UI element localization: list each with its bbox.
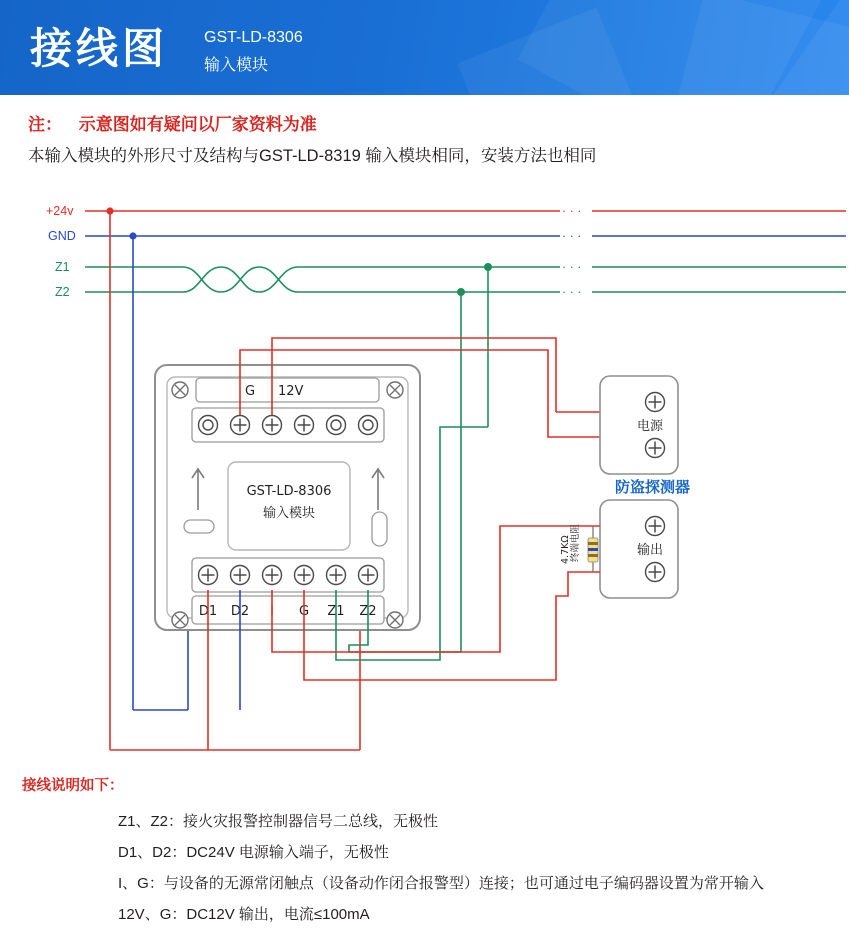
resistor-label: 终端电阻 — [570, 523, 581, 562]
wiring-diagram — [0, 190, 849, 770]
terminal-label-i: I — [270, 604, 274, 619]
svg-text:· · ·: · · · — [562, 260, 582, 274]
detector-output-terminal-2 — [646, 563, 665, 582]
legend-item-0: Z1、Z2：接火灾报警控制器信号二总线，无极性 — [118, 813, 439, 830]
module-screw-bottom-left — [172, 612, 188, 628]
header-product-type: 输入模块 — [204, 57, 269, 74]
resistor-value: 4.7KΩ — [560, 535, 571, 564]
svg-text:· · ·: · · · — [562, 229, 582, 243]
legend-item-2: I、G：与设备的无源常闭触点（设备动作闭合报警型）连接；也可通过电子编码器设置为常开输入 — [118, 875, 764, 892]
detector-output-terminal-1 — [646, 517, 665, 536]
module-name-line1: GST-LD-8306 — [246, 484, 332, 499]
legend-list — [118, 806, 838, 930]
svg-text:· · ·: · · · — [562, 204, 582, 218]
terminal-label-g: G — [298, 604, 310, 619]
detector-power-terminal-1 — [646, 393, 665, 412]
module-screw-top-left — [172, 382, 188, 398]
svg-text:· · ·: · · · — [562, 285, 582, 299]
detector-output-label: 输出 — [637, 543, 664, 558]
bus-label-24v: +24v — [46, 204, 74, 218]
terminal-label-z2: Z2 — [359, 604, 377, 619]
module-slot-right — [372, 512, 387, 546]
compatibility-note: 本输入模块的外形尺寸及结构与GST-LD-8319 输入模块相同，安装方法也相同 — [28, 147, 597, 165]
module-slot-left — [184, 520, 214, 533]
warning-note-text: 示意图如有疑问以厂家资料为准 — [78, 115, 317, 134]
legend-title: 接线说明如下： — [22, 778, 124, 794]
bus-label-z1: Z1 — [55, 260, 70, 274]
terminal-label-d1: D1 — [198, 604, 218, 619]
module-top-label-12v: 12V — [278, 384, 304, 399]
header-model: GST-LD-8306 — [204, 29, 303, 46]
warning-note-lead: 注： — [28, 115, 62, 134]
bus-label-gnd: GND — [48, 229, 76, 243]
terminal-label-z1: Z1 — [327, 604, 345, 619]
page-title: 接线图 — [30, 24, 169, 73]
header-subtitle-block — [204, 24, 303, 80]
detector-title-label: 防盗探测器 — [615, 478, 691, 496]
legend-item-3: 12V、G：DC12V 输出，电流≤100mA — [118, 906, 370, 923]
warning-note — [28, 110, 317, 135]
terminal-label-d2: D2 — [230, 604, 250, 619]
header-banner — [0, 0, 849, 95]
module-screw-top-right — [387, 382, 403, 398]
module-screw-bottom-right — [387, 612, 403, 628]
module-bottom-label-strip — [192, 596, 384, 624]
detector-power-terminal-2 — [646, 439, 665, 458]
legend-item-1: D1、D2：DC24V 电源输入端子，无极性 — [118, 844, 389, 861]
detector-power-label: 电源 — [637, 419, 664, 434]
module-bottom-terminal-row — [192, 558, 384, 592]
module-name-line2: 输入模块 — [262, 506, 316, 521]
module-top-label-g: G — [245, 384, 256, 399]
module-top-terminal-row — [192, 408, 384, 442]
bus-label-z2: Z2 — [55, 285, 70, 299]
